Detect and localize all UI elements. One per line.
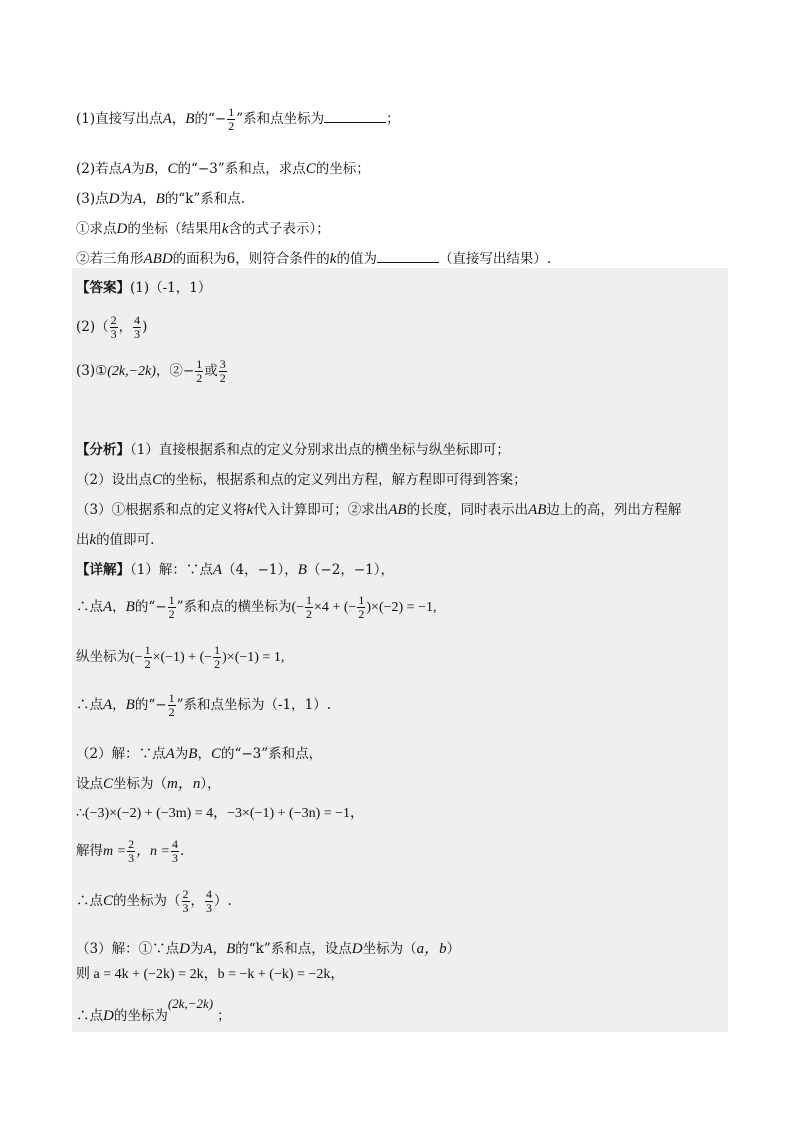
detail-9: ∴点C的坐标为（ $\frac{2}{3}$ ， $\frac{4}{3}$ ）. (76, 887, 232, 915)
detail-2: ∴点A，B的“− $\frac{1}{2}$ ”系和点的横坐标为(− $\frac{1}{2}$ ×4 + (− $\frac{1}{2}$ )×(−2) = −1, (76, 593, 437, 621)
detail-1: 【详解】（1）解：∵点A（4，−1），B（−2，−1）， (76, 562, 394, 578)
detail-6: 设点C坐标为（m，n）， (76, 776, 221, 792)
analysis-2: （2）设出点C的坐标，根据系和点的定义列出方程，解方程即可得到答案； (76, 472, 527, 488)
answer-blank (324, 110, 386, 123)
question-1: (1)直接写出点A，B的“− $\frac{1}{2}$ ”系和点坐标为 ； (76, 105, 400, 133)
answer-blank-2 (377, 250, 439, 263)
analysis-4: 出k的值即可. (76, 532, 155, 548)
question-3a: ①求点D的坐标（结果用k含的式子表示）； (76, 221, 330, 237)
answer-3: (3)①(2k,−2k)，②− $\frac{1}{2}$ 或 $\frac{3}{2}$ (76, 357, 226, 385)
detail-5: （2）解：∵点A为B，C的“−3”系和点， (76, 746, 323, 762)
detail-10: （3）解：①∵点D为A，B的“k”系和点，设点D坐标为（a，b） (76, 941, 461, 957)
detail-11: 则 a = 4k + (−2k) = 2k，b = −k + (−k) = −2k， (76, 967, 345, 982)
analysis-3: （3）①根据系和点的定义将k代入计算即可；②求出AB的长度，同时表示出AB边上的高，列出方程解 (76, 502, 682, 518)
answer-2: (2)（ $\frac{2}{3}$ ， $\frac{4}{3}$ ) (76, 313, 148, 341)
question-2: (2)若点A为B，C的“−3”系和点，求点C的坐标； (76, 161, 370, 177)
detail-3: 纵坐标为(− $\frac{1}{2}$ ×(−1) + (− $\frac{1}{2}$ )×(−1) = 1, (76, 643, 285, 671)
detail-4: ∴点A，B的“− $\frac{1}{2}$ ”系和点坐标为（-1，1）. (76, 691, 331, 719)
question-3: (3)点D为A，B的“k”系和点. (76, 191, 246, 207)
detail-12: ∴点D的坐标为(2k,−2k)； (76, 996, 231, 1024)
detail-8: 解得m = $\frac{2}{3}$ ，n = $\frac{4}{3}$ . (76, 837, 185, 865)
analysis-1: 【分析】（1）直接根据系和点的定义分别求出点的横坐标与纵坐标即可； (76, 442, 510, 458)
fraction: $\frac{1}{2}$ (228, 105, 235, 133)
answer-1: 【答案】(1)（-1，1） (76, 280, 212, 296)
detail-7: ∴(−3)×(−2) + (−3m) = 4，−3×(−1) + (−3n) = −1， (76, 806, 365, 821)
question-3b: ②若三角形ABD的面积为6，则符合条件的k的值为 （直接写出结果）. (76, 251, 552, 267)
